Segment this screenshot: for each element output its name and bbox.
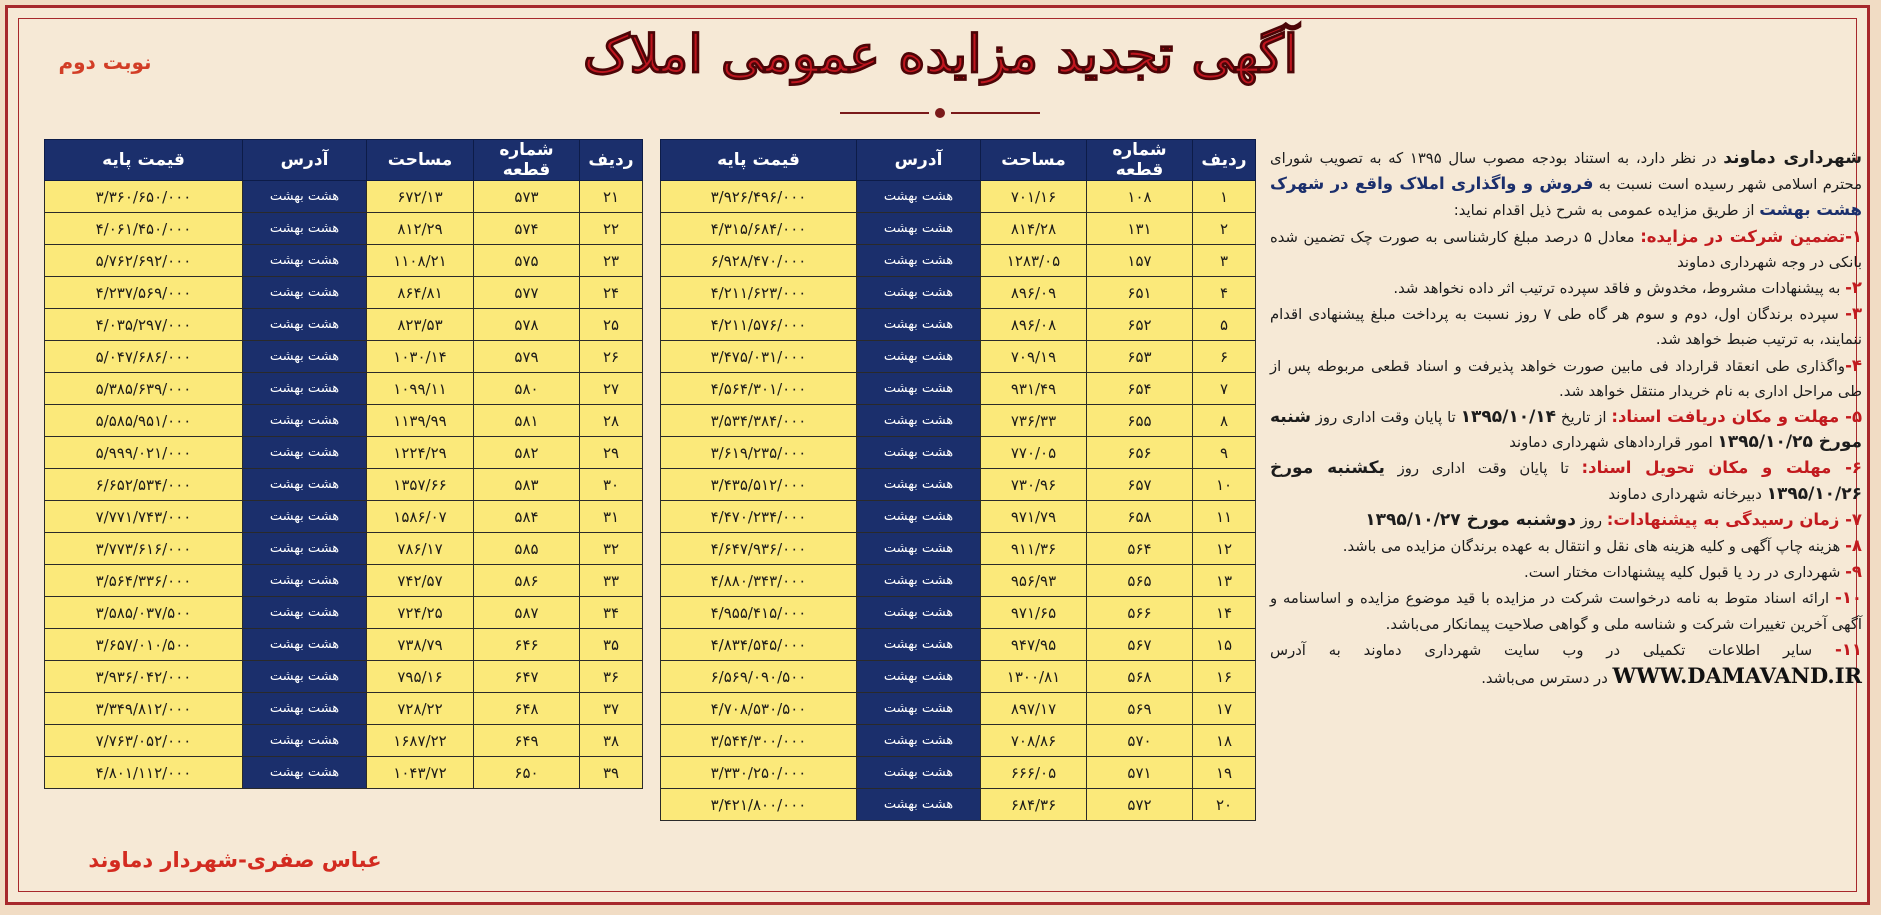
table-row xyxy=(45,437,643,469)
cell-address: هشت بهشت xyxy=(857,725,981,757)
cell-price: ۴/۸۸۰/۳۴۳/۰۰۰ xyxy=(661,565,857,597)
cell-price: ۳/۶۵۷/۰۱۰/۵۰۰ xyxy=(45,629,243,661)
plots-table-2 xyxy=(44,139,643,789)
table-row xyxy=(661,661,1256,693)
cell-price: ۴/۵۶۴/۳۰۱/۰۰۰ xyxy=(661,373,857,405)
cell-address: هشت بهشت xyxy=(857,597,981,629)
cell-address: هشت بهشت xyxy=(857,789,981,821)
condition-8: ۸- هزینه چاپ آگهی و کلیه هزینه های نقل و انتقال به عهده برندگان مزایده می باشد. xyxy=(1342,536,1862,556)
cell-area: ۷۳۶/۳۳ xyxy=(981,405,1087,437)
cell-address: هشت بهشت xyxy=(243,309,367,341)
cell-plot: ۶۵۶ xyxy=(1087,437,1193,469)
cell-row: ۱۲ xyxy=(1193,533,1256,565)
cell-plot: ۵۸۷ xyxy=(474,597,580,629)
cell-row: ۱۷ xyxy=(1193,693,1256,725)
cell-plot: ۱۵۷ xyxy=(1087,245,1193,277)
cell-area: ۶۸۴/۳۶ xyxy=(981,789,1087,821)
cell-area: ۹۳۱/۴۹ xyxy=(981,373,1087,405)
table-row xyxy=(661,373,1256,405)
cell-row: ۵ xyxy=(1193,309,1256,341)
cell-address: هشت بهشت xyxy=(857,341,981,373)
cell-area: ۱۰۹۹/۱۱ xyxy=(367,373,474,405)
condition-2: ۲- به پیشنهادات مشروط، مخدوش و فاقد سپرده ترتیب اثر داده نخواهد شد. xyxy=(1393,278,1862,298)
cell-price: ۴/۳۱۵/۶۸۴/۰۰۰ xyxy=(661,213,857,245)
cell-address: هشت بهشت xyxy=(243,341,367,373)
cell-plot: ۵۸۲ xyxy=(474,437,580,469)
cell-row: ۱۱ xyxy=(1193,501,1256,533)
cell-price: ۳/۴۲۱/۸۰۰/۰۰۰ xyxy=(661,789,857,821)
condition-9: ۹- شهرداری در رد یا قبول کلیه پیشنهادات مختار است. xyxy=(1524,562,1862,582)
cell-row: ۱۹ xyxy=(1193,757,1256,789)
cell-price: ۶/۶۵۲/۵۳۴/۰۰۰ xyxy=(45,469,243,501)
cell-address: هشت بهشت xyxy=(857,277,981,309)
table-row xyxy=(45,597,643,629)
cell-area: ۱۲۲۴/۲۹ xyxy=(367,437,474,469)
table-row xyxy=(45,277,643,309)
cell-address: هشت بهشت xyxy=(857,501,981,533)
website-link[interactable]: WWW.DAMAVAND.IR xyxy=(1612,663,1862,689)
cell-address: هشت بهشت xyxy=(243,725,367,757)
table-row xyxy=(45,469,643,501)
cell-area: ۷۲۸/۲۲ xyxy=(367,693,474,725)
cell-row: ۳۲ xyxy=(580,533,643,565)
mayor-signature: عباس صفری-شهردار دماوند xyxy=(88,848,382,872)
table-row xyxy=(661,181,1256,213)
cell-area: ۷۳۸/۷۹ xyxy=(367,629,474,661)
cell-price: ۳/۷۷۳/۶۱۶/۰۰۰ xyxy=(45,533,243,565)
cell-address: هشت بهشت xyxy=(857,373,981,405)
cell-address: هشت بهشت xyxy=(243,501,367,533)
cell-area: ۱۳۵۷/۶۶ xyxy=(367,469,474,501)
cell-address: هشت بهشت xyxy=(857,661,981,693)
condition-3: ۳- سپرده برندگان اول، دوم و سوم هر گاه طی ۷ روز نسبت به پرداخت مبلغ پیشنهادی اقدام ننمایند، به ترتیب ضبط خواهد شد. xyxy=(1270,304,1863,349)
cell-price: ۵/۰۴۷/۶۸۶/۰۰۰ xyxy=(45,341,243,373)
table-header-row xyxy=(45,140,643,181)
cell-row: ۱۵ xyxy=(1193,629,1256,661)
table-row xyxy=(45,693,643,725)
cell-row: ۲۵ xyxy=(580,309,643,341)
col-address-header: آدرس xyxy=(243,140,367,181)
cell-price: ۴/۸۳۴/۵۴۵/۰۰۰ xyxy=(661,629,857,661)
ad-title: آگهی تجدید مزایده عمومی املاک xyxy=(582,24,1299,85)
cell-area: ۷۰۱/۱۶ xyxy=(981,181,1087,213)
cell-row: ۶ xyxy=(1193,341,1256,373)
col-plot-header: شماره قطعه xyxy=(1087,140,1193,181)
cell-plot: ۶۵۳ xyxy=(1087,341,1193,373)
cell-address: هشت بهشت xyxy=(857,245,981,277)
col-price-header: قیمت پایه xyxy=(45,140,243,181)
cell-plot: ۶۵۴ xyxy=(1087,373,1193,405)
cell-plot: ۵۸۴ xyxy=(474,501,580,533)
cell-area: ۱۱۰۸/۲۱ xyxy=(367,245,474,277)
cell-plot: ۶۵۵ xyxy=(1087,405,1193,437)
cell-price: ۳/۹۲۶/۴۹۶/۰۰۰ xyxy=(661,181,857,213)
table-row xyxy=(661,469,1256,501)
col-address-header: آدرس xyxy=(857,140,981,181)
cell-address: هشت بهشت xyxy=(243,469,367,501)
cell-plot: ۶۵۸ xyxy=(1087,501,1193,533)
col-row-header: ردیف xyxy=(580,140,643,181)
cell-area: ۹۱۱/۳۶ xyxy=(981,533,1087,565)
cell-area: ۹۷۱/۷۹ xyxy=(981,501,1087,533)
cell-address: هشت بهشت xyxy=(243,373,367,405)
cell-plot: ۵۷۰ xyxy=(1087,725,1193,757)
condition-6: ۶- مهلت و مکان تحویل اسناد: تا پایان وقت اداری روز یکشنبه مورخ ۱۳۹۵/۱۰/۲۶ دبیرخانه شهرداری دماوند xyxy=(1270,458,1862,504)
table-row xyxy=(45,661,643,693)
cell-address: هشت بهشت xyxy=(243,693,367,725)
cell-price: ۳/۵۳۴/۳۸۴/۰۰۰ xyxy=(661,405,857,437)
cell-plot: ۶۴۶ xyxy=(474,629,580,661)
table-row xyxy=(661,693,1256,725)
cell-area: ۹۴۷/۹۵ xyxy=(981,629,1087,661)
table-row xyxy=(45,373,643,405)
condition-4: ۴-واگذاری طی انعقاد قرارداد فی مابین صورت خواهد پذیرفت و اسناد قطعی مربوطه پس از طی مراحل اداری به نام خریدار منتقل خواهد شد. xyxy=(1270,355,1862,400)
table-row xyxy=(661,437,1256,469)
cell-plot: ۵۷۱ xyxy=(1087,757,1193,789)
cell-row: ۳۸ xyxy=(580,725,643,757)
cell-row: ۹ xyxy=(1193,437,1256,469)
cell-price: ۴/۸۰۱/۱۱۲/۰۰۰ xyxy=(45,757,243,789)
table-row xyxy=(661,565,1256,597)
cell-price: ۳/۴۷۵/۰۳۱/۰۰۰ xyxy=(661,341,857,373)
cell-row: ۲۶ xyxy=(580,341,643,373)
cell-plot: ۵۶۷ xyxy=(1087,629,1193,661)
cell-price: ۴/۴۷۰/۲۳۴/۰۰۰ xyxy=(661,501,857,533)
cell-address: هشت بهشت xyxy=(243,757,367,789)
table-row xyxy=(661,725,1256,757)
table-row xyxy=(661,341,1256,373)
cell-plot: ۶۵۰ xyxy=(474,757,580,789)
cell-price: ۳/۳۴۹/۸۱۲/۰۰۰ xyxy=(45,693,243,725)
cell-row: ۳۰ xyxy=(580,469,643,501)
table-row xyxy=(45,533,643,565)
table-row xyxy=(45,213,643,245)
table-row xyxy=(45,341,643,373)
cell-plot: ۵۶۴ xyxy=(1087,533,1193,565)
cell-address: هشت بهشت xyxy=(243,661,367,693)
cell-address: هشت بهشت xyxy=(243,277,367,309)
cell-price: ۳/۳۶۰/۶۵۰/۰۰۰ xyxy=(45,181,243,213)
cell-area: ۸۱۲/۲۹ xyxy=(367,213,474,245)
cell-plot: ۵۸۳ xyxy=(474,469,580,501)
cell-price: ۴/۲۱۱/۵۷۶/۰۰۰ xyxy=(661,309,857,341)
cell-area: ۱۲۸۳/۰۵ xyxy=(981,245,1087,277)
cell-row: ۳۹ xyxy=(580,757,643,789)
cell-row: ۲۰ xyxy=(1193,789,1256,821)
cell-area: ۸۹۶/۰۹ xyxy=(981,277,1087,309)
col-area-header: مساحت xyxy=(981,140,1087,181)
table-row xyxy=(45,501,643,533)
cell-price: ۴/۰۶۱/۴۵۰/۰۰۰ xyxy=(45,213,243,245)
cell-row: ۳۷ xyxy=(580,693,643,725)
cell-price: ۵/۳۸۵/۶۳۹/۰۰۰ xyxy=(45,373,243,405)
intro-paragraph: شهرداری دماوند در نظر دارد، به استناد بودجه مصوب سال ۱۳۹۵ که به تصویب شورای محترم اسلامی شهر رسیده است نسبت به فروش و واگذاری املاک واقع در شهرک هشت بهشت از طریق مزایده عمومی به شرح ذیل اقدام نماید: xyxy=(1270,148,1863,220)
cell-plot: ۶۵۷ xyxy=(1087,469,1193,501)
cell-plot: ۵۷۲ xyxy=(1087,789,1193,821)
cell-price: ۳/۵۴۴/۳۰۰/۰۰۰ xyxy=(661,725,857,757)
cell-area: ۷۲۴/۲۵ xyxy=(367,597,474,629)
cell-plot: ۵۸۶ xyxy=(474,565,580,597)
cell-plot: ۵۷۳ xyxy=(474,181,580,213)
cell-row: ۲۹ xyxy=(580,437,643,469)
cell-area: ۷۰۹/۱۹ xyxy=(981,341,1087,373)
cell-plot: ۱۰۸ xyxy=(1087,181,1193,213)
cell-plot: ۶۵۲ xyxy=(1087,309,1193,341)
table-row xyxy=(661,533,1256,565)
cell-price: ۴/۷۰۸/۵۳۰/۵۰۰ xyxy=(661,693,857,725)
cell-price: ۵/۷۶۲/۶۹۲/۰۰۰ xyxy=(45,245,243,277)
cell-row: ۲۴ xyxy=(580,277,643,309)
cell-plot: ۵۷۸ xyxy=(474,309,580,341)
cell-plot: ۵۷۷ xyxy=(474,277,580,309)
cell-plot: ۶۴۹ xyxy=(474,725,580,757)
cell-address: هشت بهشت xyxy=(243,597,367,629)
cell-price: ۳/۳۳۰/۲۵۰/۰۰۰ xyxy=(661,757,857,789)
cell-area: ۸۹۶/۰۸ xyxy=(981,309,1087,341)
condition-5: ۵- مهلت و مکان دریافت اسناد: از تاریخ ۱۳۹۵/۱۰/۱۴ تا پایان وقت اداری روز شنبه مورخ ۱۳۹۵/۱۰/۲۵ امور قراردادهای شهرداری دماوند xyxy=(1270,407,1863,453)
cell-address: هشت بهشت xyxy=(243,533,367,565)
cell-price: ۴/۶۴۷/۹۳۶/۰۰۰ xyxy=(661,533,857,565)
table-row xyxy=(45,309,643,341)
table-row xyxy=(661,405,1256,437)
plots-table-1 xyxy=(660,139,1256,821)
cell-row: ۳۶ xyxy=(580,661,643,693)
table-row xyxy=(45,565,643,597)
cell-plot: ۵۷۴ xyxy=(474,213,580,245)
cell-address: هشت بهشت xyxy=(857,693,981,725)
table-row xyxy=(45,629,643,661)
cell-address: هشت بهشت xyxy=(243,405,367,437)
cell-price: ۴/۲۳۷/۵۶۹/۰۰۰ xyxy=(45,277,243,309)
cell-price: ۵/۵۸۵/۹۵۱/۰۰۰ xyxy=(45,405,243,437)
cell-plot: ۵۸۱ xyxy=(474,405,580,437)
cell-price: ۴/۰۳۵/۲۹۷/۰۰۰ xyxy=(45,309,243,341)
cell-row: ۳ xyxy=(1193,245,1256,277)
cell-area: ۸۹۷/۱۷ xyxy=(981,693,1087,725)
cell-price: ۳/۶۱۹/۲۳۵/۰۰۰ xyxy=(661,437,857,469)
cell-area: ۹۵۶/۹۳ xyxy=(981,565,1087,597)
table-row xyxy=(45,757,643,789)
cell-price: ۵/۹۹۹/۰۲۱/۰۰۰ xyxy=(45,437,243,469)
cell-price: ۷/۷۶۳/۰۵۲/۰۰۰ xyxy=(45,725,243,757)
cell-plot: ۱۳۱ xyxy=(1087,213,1193,245)
cell-area: ۸۶۴/۸۱ xyxy=(367,277,474,309)
cell-address: هشت بهشت xyxy=(243,565,367,597)
cell-address: هشت بهشت xyxy=(857,469,981,501)
cell-row: ۳۱ xyxy=(580,501,643,533)
cell-row: ۲۸ xyxy=(580,405,643,437)
table-row xyxy=(45,245,643,277)
cell-price: ۶/۵۶۹/۰۹۰/۵۰۰ xyxy=(661,661,857,693)
cell-row: ۲۱ xyxy=(580,181,643,213)
cell-plot: ۵۶۵ xyxy=(1087,565,1193,597)
table-row xyxy=(45,725,643,757)
cell-area: ۷۹۵/۱۶ xyxy=(367,661,474,693)
cell-row: ۲ xyxy=(1193,213,1256,245)
cell-area: ۷۷۰/۰۵ xyxy=(981,437,1087,469)
condition-1: ۱-تضمین شرکت در مزایده: معادل ۵ درصد مبلغ کارشناسی به صورت چک تضمین شده بانکی در وجه شهرداری دماوند xyxy=(1270,226,1862,271)
cell-address: هشت بهشت xyxy=(857,213,981,245)
cell-plot: ۵۶۸ xyxy=(1087,661,1193,693)
col-price-header: قیمت پایه xyxy=(661,140,857,181)
cell-row: ۱۰ xyxy=(1193,469,1256,501)
cell-address: هشت بهشت xyxy=(857,757,981,789)
cell-area: ۱۰۴۳/۷۲ xyxy=(367,757,474,789)
cell-plot: ۵۶۶ xyxy=(1087,597,1193,629)
cell-area: ۸۱۴/۲۸ xyxy=(981,213,1087,245)
cell-row: ۳۴ xyxy=(580,597,643,629)
cell-price: ۳/۹۳۶/۰۴۲/۰۰۰ xyxy=(45,661,243,693)
cell-row: ۱۸ xyxy=(1193,725,1256,757)
cell-area: ۱۰۳۰/۱۴ xyxy=(367,341,474,373)
cell-address: هشت بهشت xyxy=(243,181,367,213)
cell-area: ۱۳۰۰/۸۱ xyxy=(981,661,1087,693)
table-row xyxy=(661,213,1256,245)
cell-plot: ۶۴۷ xyxy=(474,661,580,693)
cell-plot: ۵۸۰ xyxy=(474,373,580,405)
cell-price: ۳/۵۸۵/۰۳۷/۵۰۰ xyxy=(45,597,243,629)
cell-plot: ۵۷۵ xyxy=(474,245,580,277)
cell-address: هشت بهشت xyxy=(243,213,367,245)
cell-row: ۴ xyxy=(1193,277,1256,309)
cell-area: ۷۳۰/۹۶ xyxy=(981,469,1087,501)
cell-price: ۷/۷۷۱/۷۴۳/۰۰۰ xyxy=(45,501,243,533)
cell-address: هشت بهشت xyxy=(857,437,981,469)
cell-area: ۸۲۳/۵۳ xyxy=(367,309,474,341)
cell-row: ۲۲ xyxy=(580,213,643,245)
cell-area: ۶۶۶/۰۵ xyxy=(981,757,1087,789)
cell-address: هشت بهشت xyxy=(857,629,981,661)
cell-price: ۶/۹۲۸/۴۷۰/۰۰۰ xyxy=(661,245,857,277)
table-row xyxy=(661,245,1256,277)
table-row xyxy=(661,789,1256,821)
cell-plot: ۶۴۸ xyxy=(474,693,580,725)
cell-address: هشت بهشت xyxy=(857,181,981,213)
cell-area: ۷۸۶/۱۷ xyxy=(367,533,474,565)
cell-address: هشت بهشت xyxy=(857,533,981,565)
table-row xyxy=(661,597,1256,629)
col-plot-header: شماره قطعه xyxy=(474,140,580,181)
table-row xyxy=(661,277,1256,309)
col-area-header: مساحت xyxy=(367,140,474,181)
table-row xyxy=(661,501,1256,533)
cell-price: ۴/۲۱۱/۶۲۳/۰۰۰ xyxy=(661,277,857,309)
cell-price: ۳/۴۳۵/۵۱۲/۰۰۰ xyxy=(661,469,857,501)
cell-plot: ۵۷۹ xyxy=(474,341,580,373)
cell-row: ۸ xyxy=(1193,405,1256,437)
cell-price: ۴/۹۵۵/۴۱۵/۰۰۰ xyxy=(661,597,857,629)
cell-address: هشت بهشت xyxy=(857,309,981,341)
cell-plot: ۵۶۹ xyxy=(1087,693,1193,725)
cell-address: هشت بهشت xyxy=(243,245,367,277)
cell-area: ۱۶۸۷/۲۲ xyxy=(367,725,474,757)
cell-address: هشت بهشت xyxy=(243,629,367,661)
table-row xyxy=(45,405,643,437)
table-row xyxy=(661,309,1256,341)
cell-row: ۳۳ xyxy=(580,565,643,597)
cell-address: هشت بهشت xyxy=(857,565,981,597)
condition-10: ۱۰- ارائه اسناد متوط به نامه درخواست شرکت در مزایده با قید موضوع مزایده و اساسنامه و آگهی آخرین تغییرات شرکت و شناسه ملی و گواهی صلاحیت پیمانکار می‌باشد. xyxy=(1270,588,1862,633)
cell-plot: ۶۵۱ xyxy=(1087,277,1193,309)
cell-area: ۱۱۳۹/۹۹ xyxy=(367,405,474,437)
cell-row: ۳۵ xyxy=(580,629,643,661)
title-ornament xyxy=(840,104,1040,122)
table-header-row xyxy=(661,140,1256,181)
cell-area: ۷۰۸/۸۶ xyxy=(981,725,1087,757)
cell-row: ۱۳ xyxy=(1193,565,1256,597)
cell-price: ۳/۵۶۴/۳۳۶/۰۰۰ xyxy=(45,565,243,597)
condition-7: ۷- زمان رسیدگی به پیشنهادات: روز دوشنبه مورخ ۱۳۹۵/۱۰/۲۷ xyxy=(1365,509,1862,530)
cell-address: هشت بهشت xyxy=(857,405,981,437)
cell-area: ۶۷۲/۱۳ xyxy=(367,181,474,213)
cell-row: ۱۴ xyxy=(1193,597,1256,629)
col-row-header: ردیف xyxy=(1193,140,1256,181)
cell-row: ۲۳ xyxy=(580,245,643,277)
cell-area: ۱۵۸۶/۰۷ xyxy=(367,501,474,533)
cell-area: ۹۷۱/۶۵ xyxy=(981,597,1087,629)
cell-plot: ۵۸۵ xyxy=(474,533,580,565)
cell-row: ۷ xyxy=(1193,373,1256,405)
cell-row: ۱۶ xyxy=(1193,661,1256,693)
cell-address: هشت بهشت xyxy=(243,437,367,469)
condition-11: ۱۱- سایر اطلاعات تکمیلی در وب سایت شهرداری دماوند به آدرس WWW.DAMAVAND.IR در دسترس می‌باشد. xyxy=(1270,639,1862,689)
table-row xyxy=(45,181,643,213)
table-row xyxy=(661,629,1256,661)
cell-row: ۱ xyxy=(1193,181,1256,213)
table-row xyxy=(661,757,1256,789)
cell-area: ۷۴۲/۵۷ xyxy=(367,565,474,597)
cell-row: ۲۷ xyxy=(580,373,643,405)
conditions-text xyxy=(1270,146,1862,881)
second-round-badge: نوبت دوم xyxy=(58,50,152,74)
